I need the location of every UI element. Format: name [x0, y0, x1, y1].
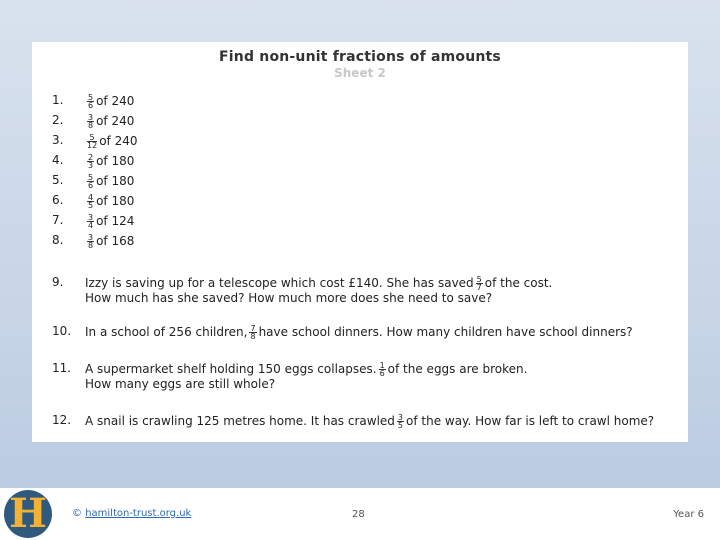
- question-text: [85, 214, 134, 229]
- question-text-segment: of the way. How far is left to crawl home?: [406, 414, 655, 428]
- fraction: [476, 276, 483, 291]
- question-text: [85, 154, 134, 169]
- fraction-numerator: 5: [88, 93, 94, 102]
- worksheet: [32, 42, 688, 442]
- question-text: [85, 414, 654, 429]
- question-text-segment: of 240: [99, 134, 138, 148]
- hamilton-logo: H: [4, 490, 52, 538]
- copyright: [72, 508, 191, 519]
- fraction: [87, 114, 94, 129]
- copyright-symbol: ©: [72, 508, 82, 519]
- question-number: 10.: [52, 324, 72, 338]
- question-text: [85, 362, 527, 392]
- fraction-numerator: 2: [88, 153, 94, 162]
- fraction: [87, 134, 97, 149]
- question-number: 5.: [52, 173, 64, 187]
- question-number: 7.: [52, 213, 64, 227]
- fraction-numerator: 5: [476, 275, 482, 284]
- question-text-segment: of the cost.: [484, 276, 553, 290]
- question-number: 9.: [52, 275, 64, 289]
- question-text-segment: A supermarket shelf holding 150 eggs collapses.: [85, 362, 377, 376]
- question-number: 6.: [52, 193, 64, 207]
- fraction-numerator: 3: [397, 413, 403, 422]
- question-text: [85, 94, 134, 109]
- fraction: [249, 325, 256, 340]
- fraction-denominator: 5: [397, 421, 403, 430]
- fraction-numerator: 5: [88, 173, 94, 182]
- fraction-denominator: 8: [88, 121, 94, 130]
- fraction-denominator: 8: [88, 241, 94, 250]
- question-number: 4.: [52, 153, 64, 167]
- hamilton-trust-link[interactable]: hamilton-trust.org.uk: [85, 508, 192, 519]
- page-title: Find non-unit fractions of amounts: [219, 49, 501, 65]
- fraction-numerator: 3: [88, 233, 94, 242]
- question-text-segment: of 180: [96, 194, 135, 208]
- question-text: [85, 325, 633, 340]
- page-subtitle: Sheet 2: [334, 66, 386, 80]
- question-text-segment: Izzy is saving up for a telescope which cost £140. She has saved: [85, 276, 474, 290]
- fraction-numerator: 3: [88, 113, 94, 122]
- question-text-segment: of the eggs are broken.: [387, 362, 528, 376]
- footer: [0, 488, 720, 540]
- fraction-denominator: 6: [379, 369, 385, 378]
- question-text: [85, 134, 137, 149]
- fraction-denominator: 8: [250, 332, 256, 341]
- fraction-denominator: 6: [88, 181, 94, 190]
- fraction-denominator: 4: [88, 221, 94, 230]
- fraction-denominator: 5: [88, 201, 94, 210]
- question-number: 12.: [52, 413, 72, 427]
- fraction-numerator: 3: [88, 213, 94, 222]
- fraction-denominator: 12: [87, 141, 98, 150]
- fraction: [87, 174, 94, 189]
- question-number: 8.: [52, 233, 64, 247]
- question-number: 3.: [52, 133, 64, 147]
- question-text-segment: of 240: [96, 114, 135, 128]
- question-text-segment: A snail is crawling 125 metres home. It has crawled: [85, 414, 395, 428]
- question-text: [85, 114, 134, 129]
- fraction: [397, 414, 404, 429]
- fraction: [87, 94, 94, 109]
- question-number: 11.: [52, 361, 72, 375]
- question-text-segment: In a school of 256 children,: [85, 325, 248, 339]
- question-text: [85, 234, 134, 249]
- year-label: Year 6: [673, 509, 704, 520]
- question-text-line2: How much has she saved? How much more does she need to save?: [85, 291, 493, 305]
- question-number: 1.: [52, 93, 64, 107]
- fraction: [87, 214, 94, 229]
- fraction-denominator: 3: [88, 161, 94, 170]
- fraction-denominator: 7: [476, 283, 482, 292]
- fraction: [87, 194, 94, 209]
- question-text-segment: of 124: [96, 214, 135, 228]
- question-text-segment: have school dinners. How many children have school dinners?: [258, 325, 633, 339]
- fraction-numerator: 1: [379, 361, 385, 370]
- fraction-numerator: 7: [250, 324, 256, 333]
- fraction: [379, 362, 386, 377]
- question-number: 2.: [52, 113, 64, 127]
- question-text-line2: How many eggs are still whole?: [85, 377, 276, 391]
- question-text: [85, 174, 134, 189]
- fraction-numerator: 4: [88, 193, 94, 202]
- page-number: 28: [352, 509, 365, 520]
- question-text-segment: of 240: [96, 94, 135, 108]
- fraction: [87, 234, 94, 249]
- question-text: [85, 194, 134, 209]
- fraction-denominator: 6: [88, 101, 94, 110]
- question-text: [85, 276, 552, 306]
- question-text-segment: of 180: [96, 154, 135, 168]
- fraction-numerator: 5: [87, 134, 97, 142]
- question-text-segment: of 180: [96, 174, 135, 188]
- question-text-segment: of 168: [96, 234, 135, 248]
- fraction: [87, 154, 94, 169]
